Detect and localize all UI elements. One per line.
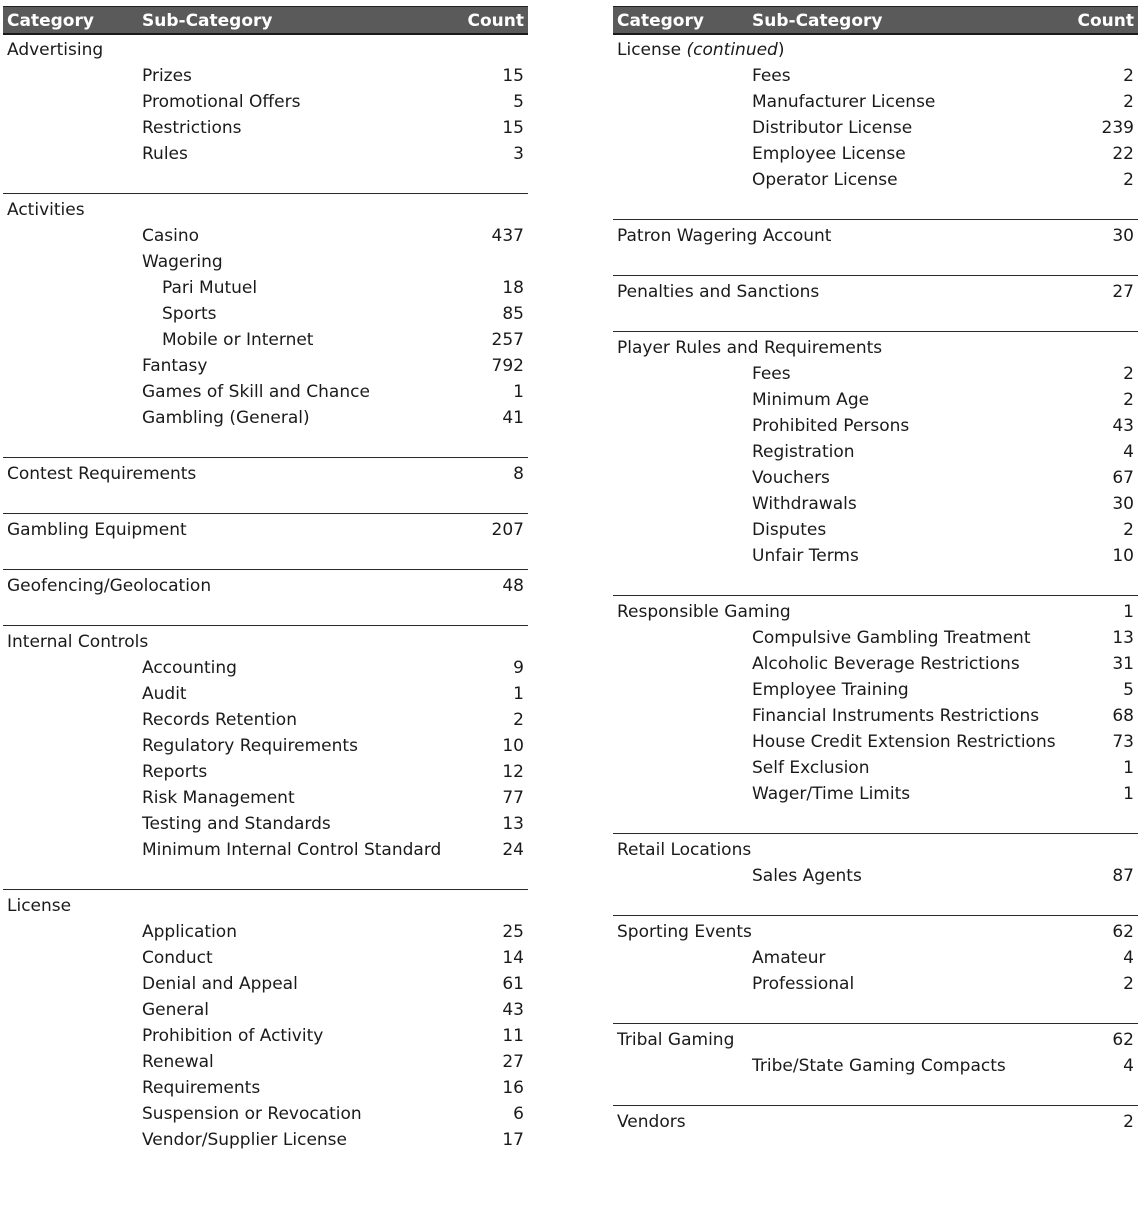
count-value: 24: [502, 840, 524, 860]
count-value: 11: [502, 1026, 524, 1046]
category-row: [3, 462, 528, 486]
count-value: 27: [502, 1052, 524, 1072]
count-value: 9: [513, 658, 524, 678]
sub-category-label: Wager/Time Limits: [752, 784, 911, 804]
count-value: 12: [502, 762, 524, 782]
count-value: 2: [513, 710, 524, 730]
count-value: 48: [502, 576, 524, 596]
sub-category-row: [613, 142, 1138, 166]
count-value: 2: [1123, 170, 1134, 190]
count-value: 43: [1112, 416, 1134, 436]
category-label: Vendors: [617, 1112, 686, 1132]
sub-category-label: Minimum Internal Control Standard: [142, 840, 442, 860]
category-row: [613, 1028, 1138, 1052]
count-value: 73: [1112, 732, 1134, 752]
sub-category-row: [613, 972, 1138, 996]
sub-category-row: [3, 838, 528, 862]
category-row: [613, 600, 1138, 624]
count-value: 67: [1112, 468, 1134, 488]
sub-category-row: [3, 224, 528, 248]
left-rows: [3, 6, 528, 1206]
count-value: 1: [1123, 758, 1134, 778]
count-value: 257: [491, 330, 524, 350]
category-row: [3, 630, 528, 654]
sub-category-label: Sales Agents: [752, 866, 862, 886]
sub-category-label: Suspension or Revocation: [142, 1104, 362, 1124]
sub-category-row: [3, 1076, 528, 1100]
sub-category-label: Professional: [752, 974, 855, 994]
category-row: [613, 336, 1138, 360]
category-label: License (continued): [617, 40, 785, 60]
count-value: 1: [1123, 784, 1134, 804]
sub-category-label: Disputes: [752, 520, 827, 540]
count-value: 43: [502, 1000, 524, 1020]
category-row: [613, 920, 1138, 944]
count-value: 15: [502, 118, 524, 138]
count-value: 13: [502, 814, 524, 834]
header-sub-category: Sub-Category: [752, 11, 883, 31]
sub-category-row: [613, 492, 1138, 516]
count-value: 77: [502, 788, 524, 808]
sub-category-row: [613, 864, 1138, 888]
count-value: 207: [491, 520, 524, 540]
category-row: [613, 224, 1138, 248]
sub-category-label: Mobile or Internet: [162, 330, 314, 350]
right-rows: [613, 6, 1138, 1206]
sub-category-row: [3, 1128, 528, 1152]
sub-category-label: Testing and Standards: [142, 814, 331, 834]
sub-category-label: Distributor License: [752, 118, 913, 138]
sub-category-row: [613, 440, 1138, 464]
sub-category-label: Employee Training: [752, 680, 909, 700]
section-divider: [3, 513, 528, 514]
sub-category-label: Financial Instruments Restrictions: [752, 706, 1040, 726]
count-value: 62: [1112, 922, 1134, 942]
count-value: 30: [1112, 494, 1134, 514]
count-value: 10: [502, 736, 524, 756]
section-divider: [613, 331, 1138, 332]
section-divider: [3, 625, 528, 626]
sub-category-row: [613, 116, 1138, 140]
sub-category-row: [3, 812, 528, 836]
sub-category-label: Restrictions: [142, 118, 242, 138]
category-label: Responsible Gaming: [617, 602, 791, 622]
sub-category-row: [3, 946, 528, 970]
sub-category-row: [613, 704, 1138, 728]
category-label: Retail Locations: [617, 840, 752, 860]
sub-category-label: Manufacturer License: [752, 92, 936, 112]
sub-category-row: [613, 544, 1138, 568]
sub-category-row: [3, 328, 528, 352]
count-value: 4: [1123, 442, 1134, 462]
sub-category-row: [3, 972, 528, 996]
sub-category-label: Sports: [162, 304, 217, 324]
count-value: 4: [1123, 1056, 1134, 1076]
sub-category-label: Risk Management: [142, 788, 295, 808]
sub-category-label: Games of Skill and Chance: [142, 382, 370, 402]
sub-category-label: Casino: [142, 226, 200, 246]
count-value: 16: [502, 1078, 524, 1098]
category-label: Advertising: [7, 40, 104, 60]
category-label: Geofencing/Geolocation: [7, 576, 212, 596]
sub-category-row: [613, 756, 1138, 780]
count-value: 62: [1112, 1030, 1134, 1050]
sub-category-label: Fantasy: [142, 356, 208, 376]
count-value: 3: [513, 144, 524, 164]
section-divider: [3, 889, 528, 890]
header-count: Count: [467, 11, 524, 31]
sub-category-row: [3, 380, 528, 404]
sub-category-label: Prizes: [142, 66, 192, 86]
category-label: Sporting Events: [617, 922, 752, 942]
section-divider: [613, 915, 1138, 916]
count-value: 27: [1112, 282, 1134, 302]
sub-category-label: Requirements: [142, 1078, 261, 1098]
section-divider: [613, 1023, 1138, 1024]
sub-category-row: [613, 652, 1138, 676]
sub-category-label: Registration: [752, 442, 855, 462]
category-row: [613, 280, 1138, 304]
sub-category-label: Fees: [752, 66, 791, 86]
sub-category-row: [613, 782, 1138, 806]
count-value: 85: [502, 304, 524, 324]
sub-category-row: [613, 362, 1138, 386]
category-label: Player Rules and Requirements: [617, 338, 883, 358]
sub-category-row: [3, 302, 528, 326]
sub-category-label: Audit: [142, 684, 187, 704]
header-sub-category: Sub-Category: [142, 11, 273, 31]
count-value: 15: [502, 66, 524, 86]
sub-category-row: [3, 116, 528, 140]
count-value: 25: [502, 922, 524, 942]
sub-category-row: [3, 920, 528, 944]
count-value: 2: [1123, 1112, 1134, 1132]
category-label: Tribal Gaming: [617, 1030, 735, 1050]
category-label: Activities: [7, 200, 85, 220]
count-value: 61: [502, 974, 524, 994]
sub-category-label: Alcoholic Beverage Restrictions: [752, 654, 1020, 674]
sub-category-row: [613, 518, 1138, 542]
count-value: 31: [1112, 654, 1134, 674]
count-value: 18: [502, 278, 524, 298]
count-value: 2: [1123, 520, 1134, 540]
sub-category-label: Employee License: [752, 144, 906, 164]
category-row: [3, 518, 528, 542]
sub-category-row: [613, 1054, 1138, 1078]
count-value: 6: [513, 1104, 524, 1124]
section-divider: [3, 193, 528, 194]
count-value: 41: [502, 408, 524, 428]
sub-category-label: Application: [142, 922, 237, 942]
section-divider: [613, 1105, 1138, 1106]
count-value: 1: [513, 684, 524, 704]
count-value: 5: [1123, 680, 1134, 700]
count-value: 792: [491, 356, 524, 376]
header-count: Count: [1077, 11, 1134, 31]
sub-category-row: [3, 354, 528, 378]
category-label: Internal Controls: [7, 632, 149, 652]
sub-category-label: Regulatory Requirements: [142, 736, 358, 756]
sub-category-row: [613, 678, 1138, 702]
count-value: 2: [1123, 92, 1134, 112]
sub-category-label: Promotional Offers: [142, 92, 301, 112]
sub-category-row: [3, 682, 528, 706]
section-divider: [613, 275, 1138, 276]
sub-category-label: Prohibited Persons: [752, 416, 910, 436]
sub-category-row: [3, 406, 528, 430]
count-value: 8: [513, 464, 524, 484]
sub-category-label: Vouchers: [752, 468, 830, 488]
count-value: 17: [502, 1130, 524, 1150]
count-value: 68: [1112, 706, 1134, 726]
sub-category-label: Tribe/State Gaming Compacts: [752, 1056, 1006, 1076]
sub-category-row: [3, 1024, 528, 1048]
section-divider: [3, 457, 528, 458]
section-divider: [3, 569, 528, 570]
sub-category-label: Records Retention: [142, 710, 297, 730]
sub-category-label: Pari Mutuel: [162, 278, 258, 298]
count-value: 437: [491, 226, 524, 246]
category-label: Patron Wagering Account: [617, 226, 832, 246]
sub-category-row: [613, 946, 1138, 970]
sub-category-label: Rules: [142, 144, 188, 164]
sub-category-row: [3, 734, 528, 758]
category-label: License: [7, 896, 72, 916]
sub-category-row: [3, 276, 528, 300]
sub-category-label: Fees: [752, 364, 791, 384]
sub-category-row: [613, 90, 1138, 114]
category-label: Contest Requirements: [7, 464, 197, 484]
sub-category-label: Conduct: [142, 948, 213, 968]
sub-category-label: Reports: [142, 762, 208, 782]
category-row: [3, 38, 528, 62]
category-label: Gambling Equipment: [7, 520, 187, 540]
count-value: 1: [513, 382, 524, 402]
section-divider: [613, 595, 1138, 596]
section-divider: [613, 219, 1138, 220]
sub-category-label: Self Exclusion: [752, 758, 870, 778]
sub-category-row: [3, 786, 528, 810]
sub-category-row: [3, 90, 528, 114]
sub-category-label: House Credit Extension Restrictions: [752, 732, 1056, 752]
count-value: 22: [1112, 144, 1134, 164]
sub-category-label: Vendor/Supplier License: [142, 1130, 347, 1150]
sub-category-row: [3, 1102, 528, 1126]
sub-category-label: Operator License: [752, 170, 898, 190]
sub-category-row: [3, 1050, 528, 1074]
count-value: 87: [1112, 866, 1134, 886]
sub-category-row: [3, 708, 528, 732]
sub-category-row: [3, 142, 528, 166]
sub-category-label: Denial and Appeal: [142, 974, 298, 994]
category-label: Penalties and Sanctions: [617, 282, 820, 302]
sub-category-label: Gambling (General): [142, 408, 310, 428]
count-value: 2: [1123, 66, 1134, 86]
sub-category-label: Unfair Terms: [752, 546, 859, 566]
sub-category-label: Prohibition of Activity: [142, 1026, 324, 1046]
category-row: [3, 574, 528, 598]
category-row: [613, 38, 1138, 62]
sub-category-label: Compulsive Gambling Treatment: [752, 628, 1031, 648]
sub-category-label: Minimum Age: [752, 390, 870, 410]
sub-category-row: [3, 250, 528, 274]
sub-category-row: [3, 998, 528, 1022]
header-category: Category: [617, 11, 704, 31]
sub-category-label: Withdrawals: [752, 494, 857, 514]
sub-category-label: Accounting: [142, 658, 237, 678]
count-value: 1: [1123, 602, 1134, 622]
sub-category-row: [3, 64, 528, 88]
count-value: 2: [1123, 974, 1134, 994]
sub-category-label: Wagering: [142, 252, 223, 272]
category-row: [613, 838, 1138, 862]
sub-category-label: General: [142, 1000, 209, 1020]
sub-category-row: [613, 64, 1138, 88]
sub-category-row: [613, 626, 1138, 650]
sub-category-label: Renewal: [142, 1052, 214, 1072]
sub-category-row: [613, 168, 1138, 192]
count-value: 2: [1123, 390, 1134, 410]
count-value: 10: [1112, 546, 1134, 566]
header-category: Category: [7, 11, 94, 31]
count-value: 2: [1123, 364, 1134, 384]
sub-category-row: [613, 388, 1138, 412]
category-row: [3, 198, 528, 222]
count-value: 4: [1123, 948, 1134, 968]
count-value: 5: [513, 92, 524, 112]
count-value: 13: [1112, 628, 1134, 648]
sub-category-row: [3, 760, 528, 784]
continued-note: (continued: [686, 40, 778, 60]
count-value: 239: [1101, 118, 1134, 138]
sub-category-row: [613, 466, 1138, 490]
section-divider: [613, 833, 1138, 834]
sub-category-row: [613, 414, 1138, 438]
sub-category-row: [3, 656, 528, 680]
sub-category-label: Amateur: [752, 948, 826, 968]
sub-category-row: [613, 730, 1138, 754]
category-row: [3, 894, 528, 918]
count-value: 14: [502, 948, 524, 968]
count-value: 30: [1112, 226, 1134, 246]
category-row: [613, 1110, 1138, 1134]
